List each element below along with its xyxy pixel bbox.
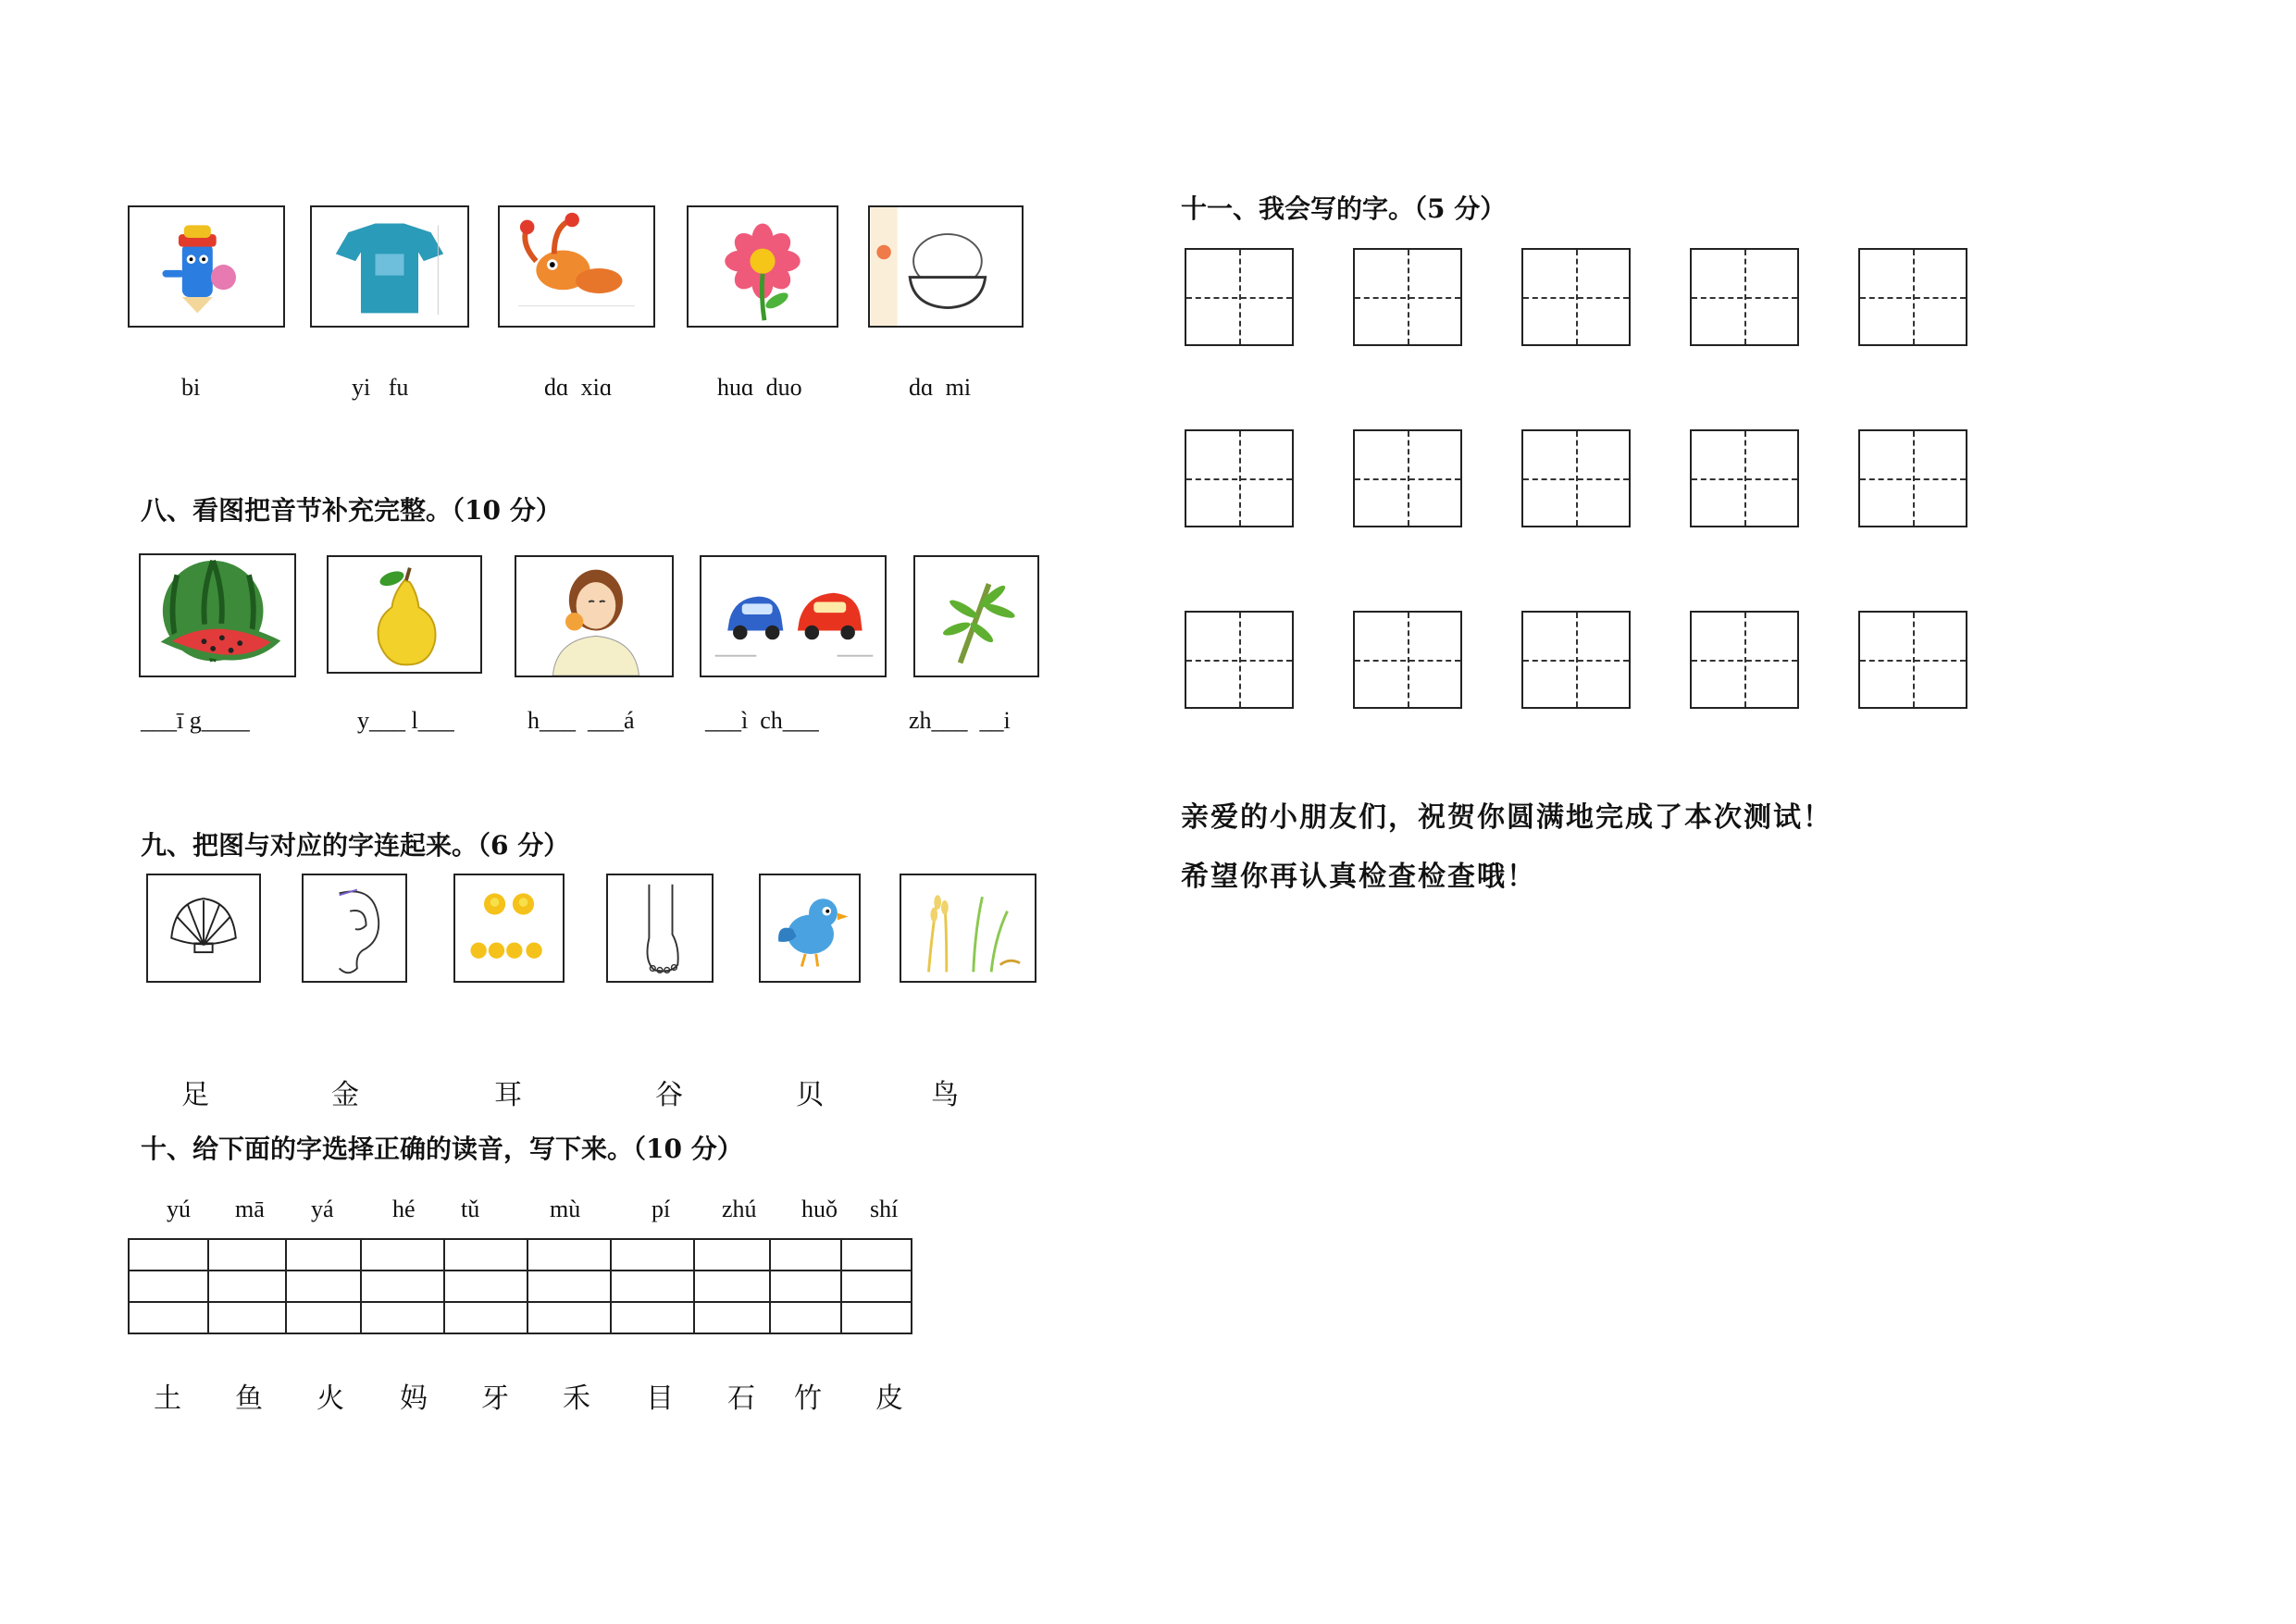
match-character[interactable]: 鸟 bbox=[931, 1079, 959, 1111]
closing-message-line-1: 亲爱的小朋友们，祝贺你圆满地完成了本次测试！ bbox=[1181, 801, 1832, 834]
pear-icon bbox=[329, 557, 480, 672]
closing-message-line-2: 希望你再认真检查检查哦！ bbox=[1181, 861, 1536, 893]
pinyin-option: pí bbox=[652, 1196, 671, 1222]
table-cell[interactable] bbox=[286, 1271, 360, 1302]
match-character[interactable]: 谷 bbox=[655, 1079, 683, 1111]
pinyin-writing-table[interactable] bbox=[128, 1238, 912, 1334]
pinyin-option: hé bbox=[392, 1196, 416, 1222]
writing-grid-cell[interactable] bbox=[1521, 611, 1631, 709]
syllable-blank[interactable]: h___ ___á bbox=[527, 707, 635, 734]
gold-icon bbox=[455, 875, 563, 981]
writing-grid-cell[interactable] bbox=[1521, 429, 1631, 527]
table-cell[interactable] bbox=[286, 1239, 360, 1271]
writing-grid-cell[interactable] bbox=[1858, 611, 1967, 709]
table-cell[interactable] bbox=[611, 1271, 694, 1302]
picture-foot bbox=[606, 874, 714, 983]
pinyin-option: tǔ bbox=[461, 1196, 480, 1222]
pinyin-option: mù bbox=[550, 1196, 581, 1222]
shell-icon bbox=[148, 875, 259, 981]
table-cell[interactable] bbox=[129, 1271, 208, 1302]
ear-icon bbox=[304, 875, 405, 981]
foot-icon bbox=[608, 875, 712, 981]
picture-pencil-character bbox=[128, 205, 285, 328]
bird-icon bbox=[761, 875, 859, 981]
section-10-title: 十、给下面的字选择正确的读音，写下来。（10 分） bbox=[141, 1134, 743, 1164]
character-label: 皮 bbox=[875, 1382, 903, 1415]
picture-grain bbox=[900, 874, 1036, 983]
picture-watermelon bbox=[139, 553, 296, 677]
table-cell[interactable] bbox=[770, 1271, 840, 1302]
t-shirt-icon bbox=[312, 207, 467, 326]
table-cell[interactable] bbox=[208, 1239, 286, 1271]
picture-bird bbox=[759, 874, 861, 983]
writing-grid-cell[interactable] bbox=[1858, 248, 1967, 346]
table-cell[interactable] bbox=[611, 1239, 694, 1271]
table-cell[interactable] bbox=[129, 1239, 208, 1271]
syllable-blank[interactable]: ___ī g____ bbox=[141, 707, 250, 734]
pinyin-label: huɑ duo bbox=[717, 374, 802, 401]
woman-eating-icon bbox=[516, 557, 672, 676]
table-cell[interactable] bbox=[694, 1302, 770, 1333]
table-cell[interactable] bbox=[841, 1302, 912, 1333]
pinyin-label: bi bbox=[181, 374, 201, 401]
table-cell[interactable] bbox=[208, 1302, 286, 1333]
picture-cars bbox=[700, 555, 887, 677]
pinyin-option: mā bbox=[235, 1196, 265, 1222]
picture-shell bbox=[146, 874, 261, 983]
picture-rice-bowl bbox=[868, 205, 1024, 328]
table-cell[interactable] bbox=[527, 1239, 611, 1271]
writing-grid-cell[interactable] bbox=[1690, 248, 1799, 346]
character-label: 牙 bbox=[481, 1382, 509, 1415]
lobster-icon bbox=[500, 207, 653, 326]
writing-grid-cell[interactable] bbox=[1690, 429, 1799, 527]
pinyin-option: yú bbox=[167, 1196, 191, 1222]
table-cell[interactable] bbox=[611, 1302, 694, 1333]
writing-grid-cell[interactable] bbox=[1858, 429, 1967, 527]
table-cell[interactable] bbox=[527, 1302, 611, 1333]
character-label: 火 bbox=[316, 1382, 344, 1415]
grain-icon bbox=[901, 875, 1035, 981]
match-character[interactable]: 耳 bbox=[494, 1079, 522, 1111]
bamboo-icon bbox=[915, 557, 1037, 676]
pinyin-option: shí bbox=[870, 1196, 899, 1222]
table-cell[interactable] bbox=[770, 1239, 840, 1271]
character-label: 鱼 bbox=[235, 1382, 263, 1415]
writing-grid-cell[interactable] bbox=[1690, 611, 1799, 709]
flower-icon bbox=[689, 207, 837, 326]
writing-grid-cell[interactable] bbox=[1353, 611, 1462, 709]
pinyin-label: dɑ mi bbox=[909, 374, 972, 401]
section-9-title: 九、把图与对应的字连起来。（6 分） bbox=[141, 830, 570, 861]
picture-flower bbox=[687, 205, 838, 328]
table-cell[interactable] bbox=[841, 1271, 912, 1302]
table-cell[interactable] bbox=[841, 1239, 912, 1271]
table-cell[interactable] bbox=[770, 1302, 840, 1333]
syllable-blank[interactable]: ___ì ch___ bbox=[705, 707, 819, 734]
picture-woman-eating bbox=[515, 555, 674, 677]
character-label: 石 bbox=[727, 1382, 755, 1415]
character-label: 禾 bbox=[563, 1382, 590, 1415]
picture-gold bbox=[453, 874, 565, 983]
writing-grid-cell[interactable] bbox=[1185, 611, 1294, 709]
picture-ear bbox=[302, 874, 407, 983]
syllable-blank[interactable]: y___ l___ bbox=[357, 707, 454, 734]
picture-t-shirt bbox=[310, 205, 469, 328]
table-cell[interactable] bbox=[208, 1271, 286, 1302]
pencil-character-icon bbox=[130, 207, 283, 326]
table-cell[interactable] bbox=[444, 1302, 527, 1333]
table-cell[interactable] bbox=[361, 1239, 444, 1271]
table-cell[interactable] bbox=[444, 1239, 527, 1271]
match-character[interactable]: 足 bbox=[181, 1079, 209, 1111]
writing-grid-cell[interactable] bbox=[1353, 429, 1462, 527]
watermelon-icon bbox=[141, 555, 294, 676]
writing-grid-cell[interactable] bbox=[1185, 248, 1294, 346]
table-cell[interactable] bbox=[444, 1271, 527, 1302]
cars-icon bbox=[701, 557, 885, 676]
pinyin-label: dɑ xiɑ bbox=[544, 374, 613, 401]
writing-grid-cell[interactable] bbox=[1521, 248, 1631, 346]
pinyin-label: yi fu bbox=[352, 374, 409, 401]
pinyin-option: yá bbox=[311, 1196, 334, 1222]
character-label: 土 bbox=[154, 1382, 181, 1415]
rice-bowl-icon bbox=[870, 207, 1022, 326]
table-cell[interactable] bbox=[361, 1302, 444, 1333]
picture-lobster bbox=[498, 205, 655, 328]
picture-bamboo bbox=[913, 555, 1039, 677]
table-cell[interactable] bbox=[129, 1302, 208, 1333]
picture-pear bbox=[327, 555, 482, 674]
writing-grid-cell[interactable] bbox=[1185, 429, 1294, 527]
pinyin-option: huǒ bbox=[801, 1196, 838, 1222]
match-character[interactable]: 金 bbox=[331, 1079, 359, 1111]
pinyin-option: zhú bbox=[722, 1196, 757, 1222]
character-label: 妈 bbox=[400, 1382, 428, 1415]
writing-grid-cell[interactable] bbox=[1353, 248, 1462, 346]
character-label: 目 bbox=[646, 1382, 674, 1415]
table-cell[interactable] bbox=[527, 1271, 611, 1302]
section-8-title: 八、看图把音节补充完整。（10 分） bbox=[141, 495, 562, 526]
match-character[interactable]: 贝 bbox=[796, 1079, 824, 1111]
character-label: 竹 bbox=[794, 1382, 822, 1415]
table-cell[interactable] bbox=[694, 1239, 770, 1271]
table-cell[interactable] bbox=[361, 1271, 444, 1302]
syllable-blank[interactable]: zh___ __i bbox=[909, 707, 1011, 734]
section-11-title: 十一、我会写的字。（5 分） bbox=[1181, 193, 1507, 224]
table-cell[interactable] bbox=[286, 1302, 360, 1333]
table-cell[interactable] bbox=[694, 1271, 770, 1302]
